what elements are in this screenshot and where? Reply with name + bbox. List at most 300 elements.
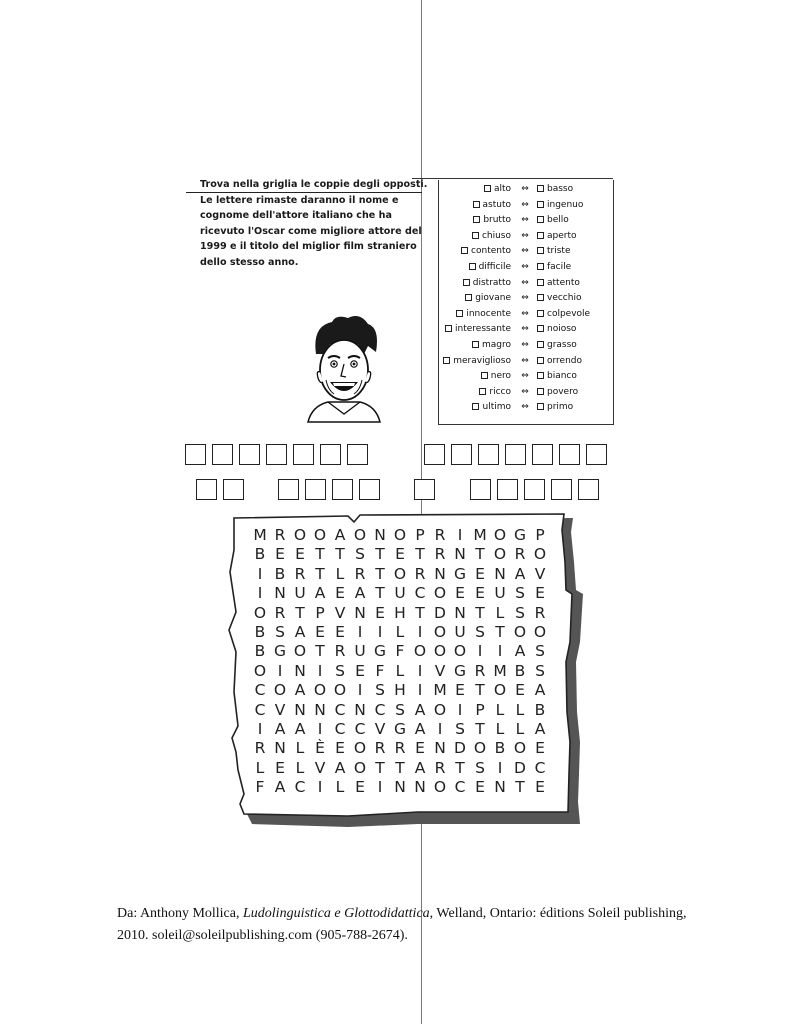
- grid-letter[interactable]: L: [495, 700, 505, 719]
- grid-letter[interactable]: A: [414, 758, 426, 777]
- grid-letter[interactable]: R: [474, 661, 486, 680]
- answer-letter-box[interactable]: [278, 479, 299, 500]
- grid-letter[interactable]: C: [254, 681, 266, 700]
- grid-letter[interactable]: T: [375, 758, 385, 777]
- answer-letter-box[interactable]: [424, 444, 445, 465]
- grid-letter[interactable]: T: [415, 603, 425, 622]
- grid-letter[interactable]: A: [514, 564, 526, 583]
- grid-letter[interactable]: G: [273, 642, 286, 661]
- answer-letter-box[interactable]: [578, 479, 599, 500]
- grid-letter[interactable]: T: [415, 545, 425, 564]
- grid-letter[interactable]: O: [433, 642, 447, 661]
- grid-letter[interactable]: S: [395, 700, 405, 719]
- grid-letter[interactable]: R: [514, 545, 526, 564]
- grid-letter[interactable]: L: [495, 603, 505, 622]
- checkbox-icon[interactable]: [465, 294, 472, 301]
- grid-letter[interactable]: R: [534, 603, 546, 622]
- grid-letter[interactable]: O: [253, 603, 267, 622]
- checkbox-icon[interactable]: [537, 403, 544, 410]
- grid-letter[interactable]: E: [535, 739, 545, 758]
- grid-letter[interactable]: I: [497, 758, 503, 777]
- checkbox-icon[interactable]: [472, 341, 479, 348]
- answer-letter-box[interactable]: [586, 444, 607, 465]
- grid-row: [250, 565, 550, 584]
- checkbox-icon[interactable]: [443, 357, 450, 364]
- grid-letter[interactable]: V: [334, 603, 346, 622]
- grid-letter[interactable]: R: [274, 603, 286, 622]
- grid-letter[interactable]: A: [294, 681, 306, 700]
- grid-row: [250, 623, 550, 642]
- grid-letter[interactable]: H: [394, 603, 406, 622]
- grid-letter[interactable]: A: [354, 584, 366, 603]
- grid-letter[interactable]: T: [475, 545, 485, 564]
- pairs-top-rule: [412, 178, 613, 179]
- grid-letter[interactable]: R: [434, 526, 446, 544]
- pair-right-word: [537, 260, 571, 275]
- grid-letter[interactable]: C: [354, 719, 366, 738]
- grid-letter[interactable]: I: [257, 564, 263, 583]
- grid-letter[interactable]: E: [475, 584, 485, 603]
- grid-letter[interactable]: N: [354, 603, 366, 622]
- grid-letter[interactable]: I: [457, 700, 463, 719]
- grid-letter[interactable]: L: [515, 719, 525, 738]
- answer-letter-box[interactable]: [497, 479, 518, 500]
- grid-letter[interactable]: I: [417, 622, 423, 641]
- grid-letter[interactable]: F: [255, 778, 265, 797]
- double-arrow-icon: ⇔: [521, 371, 529, 382]
- grid-letter[interactable]: R: [294, 564, 306, 583]
- grid-letter[interactable]: O: [533, 622, 547, 641]
- pair-right-word: [537, 182, 573, 197]
- grid-letter[interactable]: E: [295, 545, 305, 564]
- grid-letter[interactable]: O: [393, 526, 407, 544]
- grid-letter[interactable]: O: [293, 642, 307, 661]
- grid-letter[interactable]: A: [334, 526, 346, 544]
- grid-letter[interactable]: E: [335, 622, 345, 641]
- grid-letter[interactable]: C: [254, 700, 266, 719]
- answer-letter-box[interactable]: [451, 444, 472, 465]
- grid-letter[interactable]: L: [395, 661, 405, 680]
- grid-letter[interactable]: T: [315, 564, 325, 583]
- answer-letter-box[interactable]: [332, 479, 353, 500]
- instructions-line: 1999 e il titolo del miglior film straniero: [200, 241, 417, 253]
- answer-letter-box[interactable]: [223, 479, 244, 500]
- grid-letter[interactable]: E: [355, 778, 365, 797]
- grid-letter[interactable]: O: [453, 642, 467, 661]
- grid-letter[interactable]: O: [493, 545, 507, 564]
- grid-letter[interactable]: M: [253, 526, 267, 544]
- grid-letter[interactable]: S: [355, 545, 365, 564]
- grid-letter[interactable]: H: [394, 681, 406, 700]
- grid-letter[interactable]: I: [377, 778, 383, 797]
- grid-letter[interactable]: O: [513, 622, 527, 641]
- grid-letter[interactable]: R: [274, 526, 286, 544]
- grid-letter[interactable]: M: [433, 681, 447, 700]
- grid-letter[interactable]: U: [394, 584, 406, 603]
- answer-letter-box[interactable]: [266, 444, 287, 465]
- grid-letter[interactable]: O: [313, 681, 327, 700]
- answer-letter-box[interactable]: [185, 444, 206, 465]
- grid-letter[interactable]: L: [395, 622, 405, 641]
- grid-letter[interactable]: S: [475, 758, 485, 777]
- checkbox-icon[interactable]: [469, 263, 476, 270]
- grid-letter[interactable]: L: [335, 564, 345, 583]
- grid-letter[interactable]: R: [394, 739, 406, 758]
- pair-left-word: [472, 229, 511, 244]
- checkbox-icon[interactable]: [461, 247, 468, 254]
- grid-letter[interactable]: E: [415, 739, 425, 758]
- grid-letter[interactable]: D: [454, 739, 466, 758]
- grid-letter[interactable]: I: [277, 661, 283, 680]
- grid-letter[interactable]: N: [414, 778, 426, 797]
- answer-letter-box[interactable]: [212, 444, 233, 465]
- instructions-line: Trova nella griglia le coppie degli opposti.: [200, 179, 428, 190]
- grid-letter[interactable]: E: [335, 739, 345, 758]
- grid-letter[interactable]: A: [414, 719, 426, 738]
- grid-letter[interactable]: M: [493, 661, 507, 680]
- answer-letter-box[interactable]: [532, 444, 553, 465]
- checkbox-icon[interactable]: [537, 372, 544, 379]
- grid-letter[interactable]: I: [357, 622, 363, 641]
- grid-letter[interactable]: S: [535, 661, 545, 680]
- grid-letter[interactable]: I: [417, 661, 423, 680]
- grid-letter[interactable]: A: [294, 622, 306, 641]
- grid-letter[interactable]: U: [454, 622, 466, 641]
- grid-letter[interactable]: T: [375, 545, 385, 564]
- grid-letter[interactable]: N: [294, 700, 306, 719]
- checkbox-icon[interactable]: [456, 310, 463, 317]
- grid-letter[interactable]: È: [315, 739, 325, 758]
- grid-letter[interactable]: S: [475, 622, 485, 641]
- grid-letter[interactable]: I: [457, 526, 463, 544]
- answer-letter-box[interactable]: [293, 444, 314, 465]
- checkbox-icon[interactable]: [537, 294, 544, 301]
- grid-letter[interactable]: T: [375, 584, 385, 603]
- grid-letter[interactable]: C: [334, 700, 346, 719]
- grid-letter[interactable]: N: [494, 778, 506, 797]
- pair-left-word: [443, 354, 511, 369]
- grid-letter[interactable]: T: [315, 642, 325, 661]
- opposite-pair-row: [439, 291, 613, 306]
- checkbox-icon[interactable]: [537, 201, 544, 208]
- answer-letter-box[interactable]: [551, 479, 572, 500]
- checkbox-icon[interactable]: [537, 185, 544, 192]
- checkbox-icon[interactable]: [445, 325, 452, 332]
- grid-letter[interactable]: E: [275, 758, 285, 777]
- grid-letter[interactable]: G: [373, 642, 386, 661]
- grid-letter[interactable]: C: [294, 778, 306, 797]
- grid-letter[interactable]: B: [534, 700, 546, 719]
- checkbox-icon[interactable]: [473, 216, 480, 223]
- grid-letter[interactable]: V: [374, 719, 386, 738]
- grid-letter[interactable]: U: [354, 642, 366, 661]
- pair-right-label: attento: [547, 277, 580, 288]
- checkbox-icon[interactable]: [537, 388, 544, 395]
- checkbox-icon[interactable]: [537, 216, 544, 223]
- grid-letter[interactable]: I: [437, 719, 443, 738]
- grid-letter[interactable]: T: [515, 778, 525, 797]
- grid-letter[interactable]: R: [434, 758, 446, 777]
- grid-letter[interactable]: G: [393, 719, 406, 738]
- grid-letter[interactable]: N: [494, 564, 506, 583]
- grid-letter[interactable]: V: [434, 661, 446, 680]
- grid-letter[interactable]: C: [414, 584, 426, 603]
- grid-letter[interactable]: N: [354, 700, 366, 719]
- grid-letter[interactable]: N: [294, 661, 306, 680]
- grid-letter[interactable]: A: [314, 584, 326, 603]
- grid-letter[interactable]: P: [535, 526, 545, 544]
- pair-left-label: difficile: [478, 262, 511, 272]
- grid-letter[interactable]: B: [274, 564, 286, 583]
- grid-letter[interactable]: L: [255, 758, 265, 777]
- pair-left-label: interessante: [455, 324, 511, 335]
- grid-letter[interactable]: R: [434, 545, 446, 564]
- grid-letter[interactable]: A: [534, 719, 546, 738]
- grid-letter[interactable]: I: [257, 584, 263, 603]
- grid-letter[interactable]: B: [494, 739, 506, 758]
- grid-letter[interactable]: T: [315, 545, 325, 564]
- grid-letter[interactable]: V: [314, 758, 326, 777]
- grid-letter[interactable]: T: [375, 564, 385, 583]
- answer-letter-box[interactable]: [559, 444, 580, 465]
- grid-letter[interactable]: F: [395, 642, 405, 661]
- grid-letter[interactable]: V: [534, 564, 546, 583]
- grid-letter[interactable]: I: [477, 642, 483, 661]
- grid-letter[interactable]: O: [333, 681, 347, 700]
- pair-right-word: [537, 322, 576, 337]
- answer-letter-box[interactable]: [414, 479, 435, 500]
- grid-letter[interactable]: A: [414, 700, 426, 719]
- grid-letter[interactable]: P: [315, 603, 325, 622]
- grid-letter[interactable]: E: [335, 584, 345, 603]
- pair-left-word: [479, 385, 511, 400]
- grid-letter[interactable]: P: [415, 526, 425, 544]
- grid-letter[interactable]: A: [334, 758, 346, 777]
- grid-letter[interactable]: E: [275, 545, 285, 564]
- grid-letter[interactable]: T: [475, 603, 485, 622]
- grid-letter[interactable]: O: [273, 681, 287, 700]
- grid-letter[interactable]: O: [513, 739, 527, 758]
- grid-letter[interactable]: O: [433, 778, 447, 797]
- grid-letter[interactable]: E: [475, 564, 485, 583]
- grid-letter[interactable]: C: [334, 719, 346, 738]
- double-arrow-icon: ⇔: [521, 308, 529, 319]
- grid-letter[interactable]: O: [313, 526, 327, 544]
- answer-letter-box[interactable]: [359, 479, 380, 500]
- grid-letter[interactable]: D: [514, 758, 526, 777]
- grid-letter[interactable]: O: [393, 564, 407, 583]
- grid-letter[interactable]: V: [274, 700, 286, 719]
- grid-letter[interactable]: N: [394, 778, 406, 797]
- opposite-pair-row: [439, 322, 613, 337]
- grid-letter[interactable]: C: [374, 700, 386, 719]
- grid-letter[interactable]: L: [495, 719, 505, 738]
- grid-letter[interactable]: N: [374, 526, 386, 544]
- checkbox-icon[interactable]: [472, 232, 479, 239]
- grid-letter[interactable]: O: [293, 526, 307, 544]
- grid-letter[interactable]: E: [455, 681, 465, 700]
- grid-letter[interactable]: O: [253, 661, 267, 680]
- checkbox-icon[interactable]: [472, 403, 479, 410]
- grid-letter[interactable]: R: [414, 564, 426, 583]
- grid-letter[interactable]: S: [335, 661, 345, 680]
- grid-letter[interactable]: B: [514, 661, 526, 680]
- checkbox-icon[interactable]: [537, 232, 544, 239]
- grid-letter[interactable]: O: [353, 526, 367, 544]
- grid-letter[interactable]: S: [515, 603, 525, 622]
- double-arrow-icon: ⇔: [521, 293, 529, 304]
- grid-letter[interactable]: N: [454, 603, 466, 622]
- grid-letter[interactable]: I: [417, 681, 423, 700]
- grid-letter[interactable]: C: [454, 778, 466, 797]
- grid-letter[interactable]: O: [433, 622, 447, 641]
- pair-left-label: contento: [471, 246, 511, 257]
- grid-letter[interactable]: I: [317, 661, 323, 680]
- grid-letter[interactable]: L: [515, 700, 525, 719]
- grid-letter[interactable]: T: [475, 681, 485, 700]
- grid-letter[interactable]: T: [395, 758, 405, 777]
- grid-letter[interactable]: R: [354, 564, 366, 583]
- grid-letter[interactable]: L: [295, 739, 305, 758]
- grid-letter[interactable]: A: [294, 719, 306, 738]
- grid-letter[interactable]: I: [357, 681, 363, 700]
- grid-letter[interactable]: T: [295, 603, 305, 622]
- grid-letter[interactable]: A: [274, 719, 286, 738]
- grid-letter[interactable]: O: [433, 584, 447, 603]
- answer-letter-box[interactable]: [320, 444, 341, 465]
- grid-letter[interactable]: O: [493, 681, 507, 700]
- grid-letter[interactable]: S: [275, 622, 285, 641]
- grid-letter[interactable]: L: [295, 758, 305, 777]
- pair-right-label: triste: [547, 246, 571, 257]
- opposite-pair-row: [439, 307, 613, 322]
- answer-letter-box[interactable]: [470, 479, 491, 500]
- grid-letter[interactable]: E: [355, 661, 365, 680]
- grid-letter[interactable]: O: [413, 642, 427, 661]
- grid-letter[interactable]: O: [473, 739, 487, 758]
- grid-letter[interactable]: R: [254, 739, 266, 758]
- grid-letter[interactable]: U: [294, 584, 306, 603]
- double-arrow-icon: ⇔: [521, 246, 529, 257]
- grid-letter[interactable]: G: [513, 526, 526, 544]
- grid-letter[interactable]: I: [317, 778, 323, 797]
- grid-letter[interactable]: E: [455, 584, 465, 603]
- grid-letter[interactable]: N: [434, 564, 446, 583]
- grid-letter[interactable]: E: [475, 778, 485, 797]
- grid-letter[interactable]: R: [374, 739, 386, 758]
- grid-letter[interactable]: G: [453, 564, 466, 583]
- checkbox-icon[interactable]: [473, 201, 480, 208]
- checkbox-icon[interactable]: [537, 357, 544, 364]
- grid-letter[interactable]: N: [314, 700, 326, 719]
- checkbox-icon[interactable]: [537, 325, 544, 332]
- grid-letter[interactable]: O: [533, 545, 547, 564]
- grid-letter[interactable]: U: [494, 584, 506, 603]
- grid-letter[interactable]: A: [274, 778, 286, 797]
- grid-letter[interactable]: A: [514, 642, 526, 661]
- pair-right-word: [537, 276, 580, 291]
- grid-letter[interactable]: P: [475, 700, 485, 719]
- answer-letter-box[interactable]: [524, 479, 545, 500]
- opposite-pair-row: [439, 198, 613, 213]
- checkbox-icon[interactable]: [537, 310, 544, 317]
- grid-letter[interactable]: I: [377, 622, 383, 641]
- grid-letter[interactable]: O: [353, 739, 367, 758]
- grid-letter[interactable]: M: [473, 526, 487, 544]
- pair-right-word: [537, 198, 583, 213]
- grid-letter[interactable]: N: [274, 584, 286, 603]
- grid-letter[interactable]: E: [535, 584, 545, 603]
- grid-row: [250, 604, 550, 623]
- pair-left-label: alto: [493, 184, 511, 194]
- grid-letter[interactable]: T: [495, 622, 505, 641]
- grid-letter[interactable]: S: [455, 719, 465, 738]
- grid-letter[interactable]: E: [315, 622, 325, 641]
- grid-letter[interactable]: R: [334, 642, 346, 661]
- checkbox-icon[interactable]: [537, 341, 544, 348]
- grid-letter[interactable]: S: [515, 584, 525, 603]
- grid-letter[interactable]: N: [434, 739, 446, 758]
- checkbox-icon[interactable]: [463, 279, 470, 286]
- grid-letter[interactable]: E: [535, 778, 545, 797]
- opposite-pair-row: [439, 354, 613, 369]
- pair-left-word: [473, 213, 511, 228]
- grid-letter[interactable]: T: [475, 719, 485, 738]
- grid-letter[interactable]: O: [433, 700, 447, 719]
- checkbox-icon[interactable]: [479, 388, 486, 395]
- pair-left-label: chiuso: [481, 230, 511, 241]
- answer-letter-box[interactable]: [305, 479, 326, 500]
- grid-letter[interactable]: E: [395, 545, 405, 564]
- grid-letter[interactable]: S: [375, 681, 385, 700]
- grid-letter[interactable]: S: [535, 642, 545, 661]
- checkbox-icon[interactable]: [481, 372, 488, 379]
- pair-left-word: [473, 198, 511, 213]
- checkbox-icon[interactable]: [537, 247, 544, 254]
- checkbox-icon[interactable]: [537, 279, 544, 286]
- grid-letter[interactable]: E: [515, 681, 525, 700]
- answer-letter-box[interactable]: [239, 444, 260, 465]
- instructions-line: Le lettere rimaste daranno il nome e: [200, 194, 399, 206]
- grid-letter[interactable]: G: [453, 661, 466, 680]
- checkbox-icon[interactable]: [537, 263, 544, 270]
- answer-letter-box[interactable]: [347, 444, 368, 465]
- grid-letter[interactable]: T: [335, 545, 345, 564]
- grid-letter[interactable]: N: [454, 545, 466, 564]
- grid-letter[interactable]: B: [254, 622, 266, 641]
- grid-letter[interactable]: B: [254, 545, 266, 564]
- grid-letter[interactable]: L: [335, 778, 345, 797]
- grid-letter[interactable]: E: [375, 603, 385, 622]
- grid-letter[interactable]: O: [493, 526, 507, 544]
- grid-letter[interactable]: C: [534, 758, 546, 777]
- grid-letter[interactable]: I: [497, 642, 503, 661]
- answer-letter-box[interactable]: [478, 444, 499, 465]
- grid-letter[interactable]: N: [274, 739, 286, 758]
- grid-letter[interactable]: F: [375, 661, 385, 680]
- grid-letter[interactable]: I: [257, 719, 263, 738]
- checkbox-icon[interactable]: [484, 185, 491, 192]
- answer-letter-box[interactable]: [505, 444, 526, 465]
- grid-letter[interactable]: D: [434, 603, 446, 622]
- grid-letter[interactable]: O: [353, 758, 367, 777]
- grid-letter[interactable]: I: [317, 719, 323, 738]
- grid-letter[interactable]: T: [455, 758, 465, 777]
- grid-letter[interactable]: A: [534, 681, 546, 700]
- answer-letter-box[interactable]: [196, 479, 217, 500]
- opposite-pair-row: [439, 260, 613, 275]
- grid-letter[interactable]: B: [254, 642, 266, 661]
